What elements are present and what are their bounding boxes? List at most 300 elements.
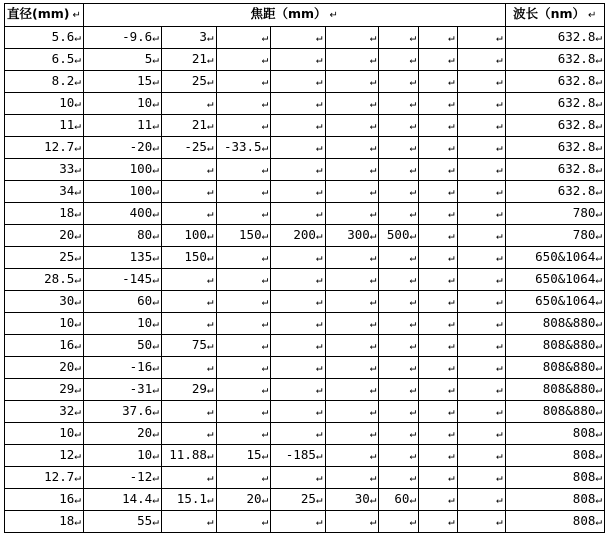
diameter-cell <box>5 203 84 225</box>
focal-length-cell <box>457 357 505 379</box>
paragraph-mark-icon: ↵ <box>74 119 81 132</box>
paragraph-mark-icon: ↵ <box>206 273 214 286</box>
focal-length-cell <box>325 291 379 313</box>
focal-length-cell-value: 11.88 <box>169 447 207 462</box>
paragraph-mark-icon: ↵ <box>315 295 323 308</box>
paragraph-mark-icon: ↵ <box>74 229 81 242</box>
paragraph-mark-icon: ↵ <box>315 339 323 352</box>
wavelength-cell-value: 650&1064 <box>535 271 596 286</box>
focal-length-cell <box>419 467 458 489</box>
diameter-cell-value: 12 <box>59 447 75 462</box>
focal-length-cell <box>325 489 379 511</box>
paragraph-mark-icon: ↵ <box>595 185 602 198</box>
diameter-cell-value: 29 <box>59 381 75 396</box>
table-row <box>5 71 605 93</box>
focal-length-cell <box>325 27 379 49</box>
table-row <box>5 489 605 511</box>
focal-length-cell <box>379 313 419 335</box>
paragraph-mark-icon: ↵ <box>495 75 503 88</box>
paragraph-mark-icon: ↵ <box>152 185 159 198</box>
paragraph-mark-icon: ↵ <box>447 317 455 330</box>
focal-length-cell <box>325 379 379 401</box>
paragraph-mark-icon: ↵ <box>595 273 602 286</box>
paragraph-mark-icon: ↵ <box>74 141 81 154</box>
paragraph-mark-icon: ↵ <box>206 163 214 176</box>
paragraph-mark-icon: ↵ <box>206 515 214 528</box>
focal-length-cell <box>457 445 505 467</box>
paragraph-mark-icon: ↵ <box>74 163 81 176</box>
diameter-cell-value: 12.7 <box>44 139 75 154</box>
paragraph-mark-icon: ↵ <box>74 97 81 110</box>
focal-length-cell-value: 20 <box>246 491 262 506</box>
focal-length-cell <box>216 291 271 313</box>
focal-length-cell <box>271 335 325 357</box>
diameter-cell <box>5 357 84 379</box>
focal-length-cell-value: -16 <box>129 359 153 374</box>
focal-length-cell <box>419 115 458 137</box>
table-row <box>5 335 605 357</box>
focal-length-cell <box>161 511 216 533</box>
table-row <box>5 445 605 467</box>
focal-length-cell <box>419 335 458 357</box>
diameter-cell <box>5 467 84 489</box>
focal-length-cell <box>271 357 325 379</box>
paragraph-mark-icon: ↵ <box>409 185 417 198</box>
paragraph-mark-icon: ↵ <box>595 207 602 220</box>
paragraph-mark-icon: ↵ <box>152 31 159 44</box>
focal-length-cell <box>271 445 325 467</box>
paragraph-mark-icon: ↵ <box>74 493 81 506</box>
paragraph-mark-icon: ↵ <box>447 471 455 484</box>
diameter-cell <box>5 423 84 445</box>
focal-length-cell <box>271 401 325 423</box>
paragraph-mark-icon: ↵ <box>206 207 214 220</box>
focal-length-cell <box>419 423 458 445</box>
focal-length-cell <box>457 93 505 115</box>
focal-length-cell-value: 3 <box>199 29 207 44</box>
paragraph-mark-icon: ↵ <box>315 515 323 528</box>
focal-length-cell <box>216 247 271 269</box>
paragraph-mark-icon: ↵ <box>261 163 269 176</box>
paragraph-mark-icon: ↵ <box>495 119 503 132</box>
focal-length-cell-value: 15.1 <box>176 491 207 506</box>
header-diameter-label: 直径(mm) <box>7 6 70 21</box>
paragraph-mark-icon: ↵ <box>152 141 159 154</box>
focal-length-cell <box>271 115 325 137</box>
paragraph-mark-icon: ↵ <box>261 119 269 132</box>
diameter-cell <box>5 445 84 467</box>
paragraph-mark-icon: ↵ <box>447 141 455 154</box>
wavelength-cell <box>505 357 604 379</box>
wavelength-cell <box>505 467 604 489</box>
focal-length-cell <box>216 71 271 93</box>
paragraph-mark-icon: ↵ <box>409 493 417 506</box>
focal-length-cell <box>457 137 505 159</box>
paragraph-mark-icon: ↵ <box>206 361 214 374</box>
focal-length-cell <box>83 49 161 71</box>
paragraph-mark-icon: ↵ <box>152 119 159 132</box>
focal-length-cell <box>419 445 458 467</box>
paragraph-mark-icon: ↵ <box>595 515 602 528</box>
paragraph-mark-icon: ↵ <box>315 163 323 176</box>
wavelength-cell <box>505 115 604 137</box>
table-row <box>5 357 605 379</box>
focal-length-cell <box>325 357 379 379</box>
paragraph-mark-icon: ↵ <box>595 119 602 132</box>
paragraph-mark-icon: ↵ <box>595 339 602 352</box>
focal-length-cell <box>325 313 379 335</box>
focal-length-cell <box>379 335 419 357</box>
paragraph-mark-icon: ↵ <box>152 515 159 528</box>
focal-length-cell <box>379 27 419 49</box>
table-row <box>5 511 605 533</box>
focal-length-cell <box>457 71 505 93</box>
focal-length-cell <box>216 115 271 137</box>
paragraph-mark-icon: ↵ <box>409 251 417 264</box>
focal-length-cell <box>83 313 161 335</box>
focal-length-cell-value: 15 <box>246 447 262 462</box>
diameter-cell-value: 16 <box>59 337 75 352</box>
wavelength-cell <box>505 225 604 247</box>
diameter-cell <box>5 71 84 93</box>
focal-length-cell <box>83 423 161 445</box>
wavelength-cell-value: 650&1064 <box>535 293 596 308</box>
paragraph-mark-icon: ↵ <box>206 339 214 352</box>
paragraph-mark-icon: ↵ <box>495 515 503 528</box>
paragraph-mark-icon: ↵ <box>447 515 455 528</box>
focal-length-cell <box>457 269 505 291</box>
paragraph-mark-icon: ↵ <box>152 449 159 462</box>
paragraph-mark-icon: ↵ <box>315 229 323 242</box>
focal-length-cell <box>83 445 161 467</box>
paragraph-mark-icon: ↵ <box>369 515 377 528</box>
wavelength-cell-value: 780 <box>572 205 596 220</box>
wavelength-cell <box>505 511 604 533</box>
focal-length-cell <box>325 445 379 467</box>
paragraph-mark-icon: ↵ <box>74 317 81 330</box>
paragraph-mark-icon: ↵ <box>206 449 214 462</box>
paragraph-mark-icon: ↵ <box>495 427 503 440</box>
focal-length-cell <box>216 379 271 401</box>
paragraph-mark-icon: ↵ <box>74 427 81 440</box>
focal-length-cell-value: 60 <box>137 293 153 308</box>
paragraph-mark-icon: ↵ <box>206 405 214 418</box>
paragraph-mark-icon: ↵ <box>595 53 602 66</box>
focal-length-cell <box>379 181 419 203</box>
paragraph-mark-icon: ↵ <box>315 207 323 220</box>
focal-length-cell <box>83 379 161 401</box>
focal-length-cell <box>161 269 216 291</box>
paragraph-mark-icon: ↵ <box>74 75 81 88</box>
paragraph-mark-icon: ↵ <box>152 405 159 418</box>
focal-length-cell-value: 75 <box>191 337 207 352</box>
paragraph-mark-icon: ↵ <box>206 97 214 110</box>
paragraph-mark-icon: ↵ <box>206 141 214 154</box>
focal-length-cell <box>419 181 458 203</box>
paragraph-mark-icon: ↵ <box>152 295 159 308</box>
diameter-cell <box>5 489 84 511</box>
paragraph-mark-icon: ↵ <box>74 449 81 462</box>
wavelength-cell <box>505 203 604 225</box>
focal-length-cell <box>419 511 458 533</box>
paragraph-mark-icon: ↵ <box>409 339 417 352</box>
focal-length-cell-value: -145 <box>122 271 153 286</box>
wavelength-cell-value: 632.8 <box>557 161 596 176</box>
focal-length-cell <box>457 49 505 71</box>
wavelength-cell <box>505 335 604 357</box>
paragraph-mark-icon: ↵ <box>369 53 377 66</box>
focal-length-cell <box>216 401 271 423</box>
focal-length-cell <box>216 225 271 247</box>
focal-length-cell <box>83 225 161 247</box>
focal-length-cell-value: 50 <box>137 337 153 352</box>
paragraph-mark-icon: ↵ <box>409 31 417 44</box>
paragraph-mark-icon: ↵ <box>74 405 81 418</box>
paragraph-mark-icon: ↵ <box>369 295 377 308</box>
diameter-cell-value: 34 <box>59 183 75 198</box>
focal-length-cell <box>325 423 379 445</box>
focal-length-cell <box>325 203 379 225</box>
focal-length-cell <box>161 423 216 445</box>
table-row <box>5 269 605 291</box>
focal-length-cell-value: 5 <box>144 51 153 66</box>
focal-length-cell <box>83 71 161 93</box>
focal-length-cell <box>271 489 325 511</box>
diameter-cell <box>5 27 84 49</box>
paragraph-mark-icon: ↵ <box>74 53 81 66</box>
focal-length-cell <box>457 203 505 225</box>
paragraph-mark-icon: ↵ <box>409 449 417 462</box>
paragraph-mark-icon: ↵ <box>206 185 214 198</box>
focal-length-cell <box>161 159 216 181</box>
paragraph-mark-icon: ↵ <box>261 31 269 44</box>
focal-length-cell <box>379 467 419 489</box>
paragraph-mark-icon: ↵ <box>369 471 377 484</box>
wavelength-cell-value: 808&880 <box>542 359 596 374</box>
table-row <box>5 159 605 181</box>
paragraph-mark-icon: ↵ <box>369 251 377 264</box>
focal-length-cell-value: 21 <box>191 51 207 66</box>
focal-length-cell <box>271 467 325 489</box>
wavelength-cell-value: 808 <box>572 513 596 528</box>
paragraph-mark-icon: ↵ <box>595 493 602 506</box>
focal-length-cell <box>457 379 505 401</box>
paragraph-mark-icon: ↵ <box>74 295 81 308</box>
header-focal-length <box>83 4 505 27</box>
wavelength-cell <box>505 181 604 203</box>
focal-length-cell <box>419 93 458 115</box>
focal-length-cell <box>457 423 505 445</box>
paragraph-mark-icon: ↵ <box>495 471 503 484</box>
focal-length-cell <box>325 49 379 71</box>
focal-length-cell <box>419 291 458 313</box>
focal-length-cell <box>216 203 271 225</box>
focal-length-cell-value: 25 <box>191 73 207 88</box>
paragraph-mark-icon: ↵ <box>369 493 377 506</box>
table-row <box>5 247 605 269</box>
paragraph-mark-icon: ↵ <box>409 361 417 374</box>
table-row <box>5 115 605 137</box>
paragraph-mark-icon: ↵ <box>595 163 602 176</box>
paragraph-mark-icon: ↵ <box>595 361 602 374</box>
focal-length-cell <box>419 137 458 159</box>
focal-length-cell <box>161 71 216 93</box>
focal-length-cell <box>419 203 458 225</box>
wavelength-cell <box>505 313 604 335</box>
header-wavelength-label: 波长（nm） <box>513 6 586 21</box>
wavelength-cell <box>505 247 604 269</box>
wavelength-cell-value: 808&880 <box>542 337 596 352</box>
diameter-cell-value: 10 <box>59 95 75 110</box>
focal-length-cell-value: 14.4 <box>122 491 153 506</box>
focal-length-cell <box>271 269 325 291</box>
focal-length-cell <box>216 489 271 511</box>
paragraph-mark-icon: ↵ <box>206 493 214 506</box>
diameter-cell-value: 32 <box>59 403 75 418</box>
paragraph-mark-icon: ↵ <box>369 185 377 198</box>
diameter-cell <box>5 335 84 357</box>
focal-length-cell <box>457 313 505 335</box>
focal-length-cell <box>325 71 379 93</box>
focal-length-cell <box>83 335 161 357</box>
paragraph-mark-icon: ↵ <box>447 163 455 176</box>
paragraph-mark-icon: ↵ <box>409 317 417 330</box>
diameter-cell <box>5 225 84 247</box>
focal-length-cell-value: 500 <box>386 227 410 242</box>
table-row <box>5 401 605 423</box>
paragraph-mark-icon: ↵ <box>369 229 377 242</box>
wavelength-cell <box>505 137 604 159</box>
focal-length-cell <box>379 489 419 511</box>
focal-length-cell <box>379 423 419 445</box>
wavelength-cell <box>505 49 604 71</box>
focal-length-cell <box>271 247 325 269</box>
paragraph-mark-icon: ↵ <box>261 515 269 528</box>
paragraph-mark-icon: ↵ <box>595 471 602 484</box>
focal-length-cell <box>325 511 379 533</box>
wavelength-cell <box>505 269 604 291</box>
focal-length-cell <box>325 159 379 181</box>
paragraph-mark-icon: ↵ <box>447 119 455 132</box>
diameter-cell-value: 25 <box>59 249 75 264</box>
paragraph-mark-icon: ↵ <box>261 273 269 286</box>
diameter-cell-value: 33 <box>59 161 75 176</box>
paragraph-mark-icon: ↵ <box>74 515 81 528</box>
table-row <box>5 203 605 225</box>
focal-length-cell <box>325 467 379 489</box>
focal-length-cell <box>379 511 419 533</box>
focal-length-cell <box>271 423 325 445</box>
paragraph-mark-icon: ↵ <box>206 75 214 88</box>
paragraph-mark-icon: ↵ <box>74 31 81 44</box>
focal-length-cell <box>216 467 271 489</box>
paragraph-mark-icon: ↵ <box>261 361 269 374</box>
focal-length-cell <box>419 225 458 247</box>
paragraph-mark-icon: ↵ <box>447 185 455 198</box>
paragraph-mark-icon: ↵ <box>261 207 269 220</box>
focal-length-cell <box>379 379 419 401</box>
focal-length-cell <box>216 27 271 49</box>
focal-length-cell <box>271 511 325 533</box>
paragraph-mark-icon: ↵ <box>261 339 269 352</box>
focal-length-cell <box>161 467 216 489</box>
diameter-cell <box>5 49 84 71</box>
diameter-cell <box>5 137 84 159</box>
paragraph-mark-icon: ↵ <box>152 317 159 330</box>
paragraph-mark-icon: ↵ <box>447 229 455 242</box>
paragraph-mark-icon: ↵ <box>409 427 417 440</box>
paragraph-mark-icon: ↵ <box>315 119 323 132</box>
focal-length-cell-value: 300 <box>347 227 370 242</box>
wavelength-cell-value: 808 <box>572 447 596 462</box>
paragraph-mark-icon: ↵ <box>409 53 417 66</box>
paragraph-mark-icon: ↵ <box>369 75 377 88</box>
paragraph-mark-icon: ↵ <box>206 317 214 330</box>
table-row <box>5 137 605 159</box>
paragraph-mark-icon: ↵ <box>152 361 159 374</box>
focal-length-cell <box>325 181 379 203</box>
diameter-cell <box>5 93 84 115</box>
paragraph-mark-icon: ↵ <box>495 185 503 198</box>
paragraph-mark-icon: ↵ <box>206 251 214 264</box>
paragraph-mark-icon: ↵ <box>206 53 214 66</box>
table-row <box>5 181 605 203</box>
paragraph-mark-icon: ↵ <box>595 97 602 110</box>
focal-length-cell <box>83 247 161 269</box>
paragraph-mark-icon: ↵ <box>595 449 602 462</box>
diameter-cell-value: 8.2 <box>51 73 75 88</box>
focal-length-cell <box>271 71 325 93</box>
focal-length-cell <box>325 137 379 159</box>
paragraph-mark-icon: ↵ <box>495 339 503 352</box>
focal-length-cell-value: -12 <box>129 469 153 484</box>
focal-length-cell <box>325 247 379 269</box>
focal-length-cell <box>161 445 216 467</box>
focal-length-cell <box>83 159 161 181</box>
paragraph-mark-icon: ↵ <box>369 273 377 286</box>
paragraph-mark-icon: ↵ <box>315 449 323 462</box>
header-diameter <box>5 4 84 27</box>
focal-length-cell <box>216 445 271 467</box>
paragraph-mark-icon: ↵ <box>152 207 159 220</box>
diameter-cell-value: 16 <box>59 491 75 506</box>
paragraph-mark-icon: ↵ <box>329 10 338 21</box>
diameter-cell-value: 10 <box>59 315 75 330</box>
focal-length-cell <box>457 181 505 203</box>
paragraph-mark-icon: ↵ <box>261 141 269 154</box>
focal-length-cell-value: 150 <box>184 249 207 264</box>
paragraph-mark-icon: ↵ <box>447 427 455 440</box>
focal-length-cell-value: 10 <box>137 315 153 330</box>
paragraph-mark-icon: ↵ <box>315 53 323 66</box>
paragraph-mark-icon: ↵ <box>74 383 81 396</box>
focal-length-cell <box>83 181 161 203</box>
paragraph-mark-icon: ↵ <box>495 449 503 462</box>
paragraph-mark-icon: ↵ <box>447 75 455 88</box>
wavelength-cell <box>505 71 604 93</box>
focal-length-cell <box>83 357 161 379</box>
paragraph-mark-icon: ↵ <box>206 229 214 242</box>
paragraph-mark-icon: ↵ <box>588 10 597 21</box>
paragraph-mark-icon: ↵ <box>595 229 602 242</box>
focal-length-cell <box>419 489 458 511</box>
paragraph-mark-icon: ↵ <box>315 493 323 506</box>
paragraph-mark-icon: ↵ <box>409 273 417 286</box>
focal-length-cell <box>83 137 161 159</box>
paragraph-mark-icon: ↵ <box>315 185 323 198</box>
focal-length-cell <box>271 137 325 159</box>
paragraph-mark-icon: ↵ <box>261 97 269 110</box>
